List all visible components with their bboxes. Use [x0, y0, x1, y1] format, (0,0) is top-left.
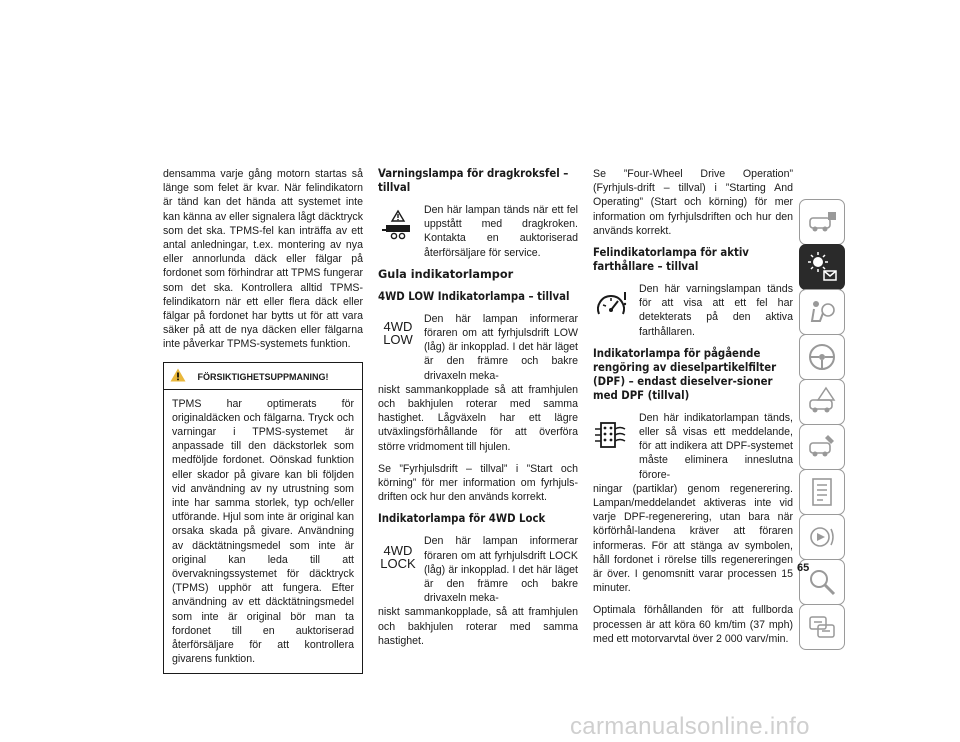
- watermark-text: carmanualsonline.info: [570, 713, 810, 740]
- side-tab-airbag-safety[interactable]: [799, 289, 845, 335]
- dpf-text-continued: ningar (partiklar) genom regenerering. Lampan/meddelandet aktiveras inte vid varje DPF-regenerering, utan bara när körförhål-landena kräver att föraren informeras. För att stänga av symbolen, håll fordonet i rörelse tills regenereringen är över. I genomsnitt varar processen 15 minuter.: [593, 482, 793, 595]
- middle-column: [378, 167, 578, 656]
- 4wd-lock-heading: Indikatorlampa för 4WD Lock: [378, 512, 546, 526]
- 4wd-low-section: [378, 312, 578, 383]
- steering-wheel-icon: [804, 339, 840, 375]
- 4wd-low-heading: 4WD LOW Indikatorlampa – tillval: [378, 289, 570, 303]
- 4wd-low-icon-line1: 4WD: [383, 318, 413, 334]
- car-info-icon: [804, 204, 840, 240]
- side-tab-multimedia[interactable]: [799, 514, 845, 560]
- dpf-text: Den här indikatorlampan tänds, eller så visas ett meddelande, för att indikera att DPF-systemet måste eliminera inneslutna förore-: [639, 411, 793, 481]
- trailer-tow-warning-icon: [378, 209, 418, 243]
- multimedia-icon: [804, 519, 840, 555]
- yellow-indicators-heading: Gula indikatorlampor: [378, 267, 514, 281]
- trailer-heading: Varningslampa för dragkroksfel – tillval: [378, 167, 569, 194]
- acc-fault-text: Den här varningslampan tänds för att visa att ett fel har detekterats på den aktiva farthållaren.: [639, 283, 793, 338]
- caution-text: TPMS har optimerats för originaldäcken och fälgarna. Tryck och varningar i TPMS-systemet är anpassade till den däckstorlek som medföljde fordonet. Oönskad funktion eller skador på givare kan bli följden vid användning av ny utrustning som inte har samma storlek, typ och/eller utförande. Hjul som inte är original kan orsaka skada på givare. Användning av däcktätningsmedel som inte är original kan leda till att övervakningssystemet för däcktryck (TPMS) upphör att fungera. Efter användning av ett däcktätningsmedel som inte är original bör man ta fordonet till en auktoriserad återförsäljare för att kontrollera givarens funktion.: [172, 397, 354, 666]
- side-tab-dashboard-lights[interactable]: [799, 244, 845, 290]
- dashboard-lights-icon: [804, 249, 840, 285]
- 4wd-low-reference: Se ”Fyrhjulsdrift – tillval” i ”Start och körning” för mer information om fyrhjuls-driften ock hur den används korrekt.: [378, 462, 578, 504]
- right-column: [593, 167, 793, 654]
- car-emergency-icon: [804, 384, 840, 420]
- dpf-section: [593, 411, 793, 482]
- acc-fault-heading: Felindikatorlampa för aktiv farthållare – tillval: [593, 246, 749, 274]
- side-tab-car-info[interactable]: [799, 199, 845, 245]
- language-icon: [804, 609, 840, 645]
- 4wd-low-icon: [378, 320, 418, 354]
- airbag-safety-icon: [804, 294, 840, 330]
- side-tab-language[interactable]: [799, 604, 845, 650]
- 4wd-lock-section: [378, 534, 578, 605]
- car-service-icon: [804, 429, 840, 465]
- cruise-control-fault-icon: [593, 288, 633, 322]
- dpf-conditions: Optimala förhållanden för att fullborda processen är att köra 60 km/tim (37 mph) med ett motorvarvtal över 2 000 varv/min.: [593, 604, 793, 645]
- tpms-paragraph: densamma varje gång motorn startas så länge som felet är kvar. När felindikatorn är tänd kan det hända att systemet inte kan känna av eller signalera lågt däcktryck som det ska. TPMS-fel kan inträffa av ett antal anledningar, t.ex. montering av nya eller annorlunda däck eller fälgar på fordonet som förhindrar att TPMS fungerar som det ska. Kontrollera alltid TPMS-felindikatorn när ett eller flera däck eller fälgar på fordonet har bytts ut för att vara säker på att de nya däcken eller fälgarna inte påverkar TPMS-systemets funktion.: [163, 168, 363, 351]
- acc-section: [593, 282, 793, 339]
- trailer-section: [378, 203, 578, 260]
- 4wd-lock-icon-line1: 4WD: [383, 543, 413, 559]
- dpf-filter-icon: [593, 419, 633, 453]
- specifications-icon: [804, 474, 840, 510]
- caution-box: [163, 362, 363, 674]
- left-column: [163, 167, 363, 674]
- 4wd-low-text: Den här lampan informerar föraren om att fyrhjulsdrift LOW (låg) är inkopplad. I det här läget är den främre och bakre drivaxeln meka-: [424, 312, 578, 382]
- side-tab-service[interactable]: [799, 424, 845, 470]
- caution-title: FÖRSIKTIGHETSUPPMANING!: [197, 371, 329, 382]
- 4wd-low-text-continued: niskt sammankopplade så att framhjulen och bakhjulen roterar med samma hastighet. Lågväxeln har ett lägre utväxlingsförhållande för att överföra större vridmoment till hjulen.: [378, 383, 578, 453]
- side-tab-specifications[interactable]: [799, 469, 845, 515]
- dpf-heading: Indikatorlampa för pågående rengöring av dieselpartikelfilter (DPF) – endast dieselver-sioner med DPF (tillval): [593, 346, 777, 402]
- 4wd-low-icon-line2: LOW: [383, 331, 413, 347]
- caution-header: [164, 363, 362, 390]
- four-wheel-drive-reference: Se ”Four-Wheel Drive Operation” (Fyrhjuls-drift – tillval) i ”Starting And Operating” (Start och körning) för mer information om fyrhjulsdriften och hur den används korrekt.: [593, 168, 793, 237]
- trailer-text: Den här lampan tänds när ett fel uppstått med dragkroken. Kontakta en auktoriserad återförsäljare för service.: [424, 204, 578, 259]
- 4wd-lock-icon: [378, 544, 418, 578]
- side-tab-steering[interactable]: [799, 334, 845, 380]
- side-tab-emergency[interactable]: [799, 379, 845, 425]
- search-index-icon: [804, 564, 840, 600]
- page-number: 65: [797, 562, 810, 574]
- 4wd-lock-text-continued: niskt sammankopplade, så att framhjulen och bakhjulen roterar med samma hastighet.: [378, 606, 578, 647]
- 4wd-lock-text: Den här lampan informerar föraren om att fyrhjulsdrift LOCK (låg) är inkopplad. I det här läget är den främre och bakre drivaxeln meka-: [424, 535, 578, 605]
- 4wd-lock-icon-line2: LOCK: [380, 556, 416, 572]
